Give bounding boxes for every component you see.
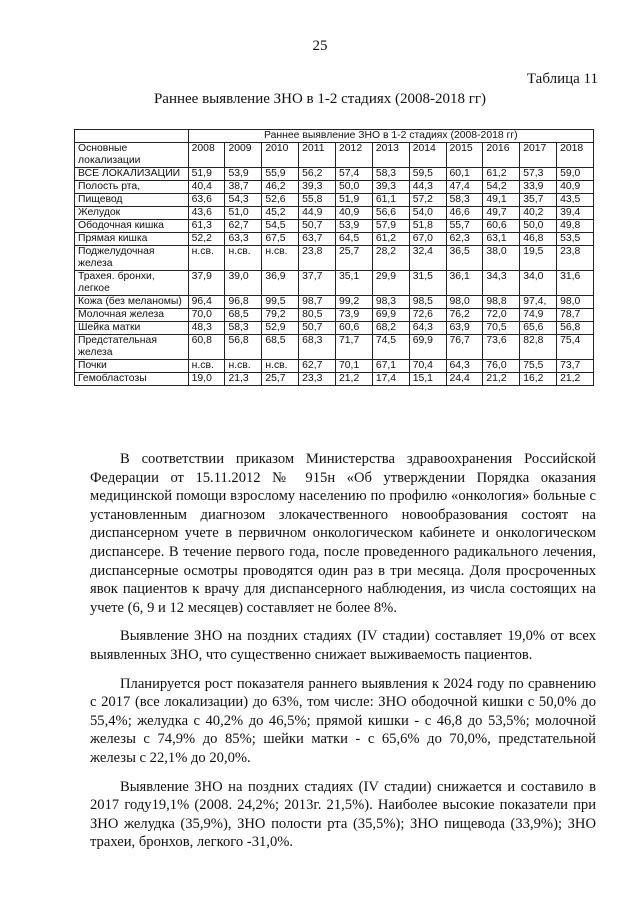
table-cell: 56,8 [557, 322, 594, 335]
table-cell: 57,4 [336, 168, 373, 181]
table-cell: н.св. [262, 360, 299, 373]
table-row [75, 168, 594, 181]
table-cell: 69,9 [409, 335, 446, 360]
table-row [75, 309, 594, 322]
row-label: Полость рта, [75, 181, 189, 194]
table-cell: 51,0 [225, 207, 262, 220]
table-cell: 32,4 [409, 246, 446, 271]
table-cell: 28,2 [372, 246, 409, 271]
table-row [75, 181, 594, 194]
table-cell: 68,3 [299, 335, 336, 360]
table-cell: 55,8 [299, 194, 336, 207]
table-cell: 40,9 [336, 207, 373, 220]
row-label: Желудок [75, 207, 189, 220]
table-cell: 57,3 [520, 168, 557, 181]
table-cell: 76,2 [446, 309, 483, 322]
table-cell: 61,2 [372, 233, 409, 246]
table-cell: 36,9 [262, 271, 299, 296]
table-cell: 80,5 [299, 309, 336, 322]
row-label: Прямая кишка [75, 233, 189, 246]
table-cell: 50,0 [336, 181, 373, 194]
document-title: Раннее выявление ЗНО в 1-2 стадиях (2008-2018 гг) [153, 91, 487, 107]
body-text [90, 450, 596, 862]
table-cell: 53,9 [225, 168, 262, 181]
table-cell: 52,6 [262, 194, 299, 207]
table-body [75, 168, 594, 386]
row-label: Шейка матки [75, 322, 189, 335]
year-header-2009: 2009 [225, 143, 262, 168]
table-cell: 21,2 [336, 373, 373, 386]
table-cell: 40,2 [520, 207, 557, 220]
table-cell: 63,7 [299, 233, 336, 246]
table-cell: 64,3 [446, 360, 483, 373]
table-cell: 59,0 [557, 168, 594, 181]
table-cell: 24,4 [446, 373, 483, 386]
year-header-2018: 2018 [557, 143, 594, 168]
table-cell: 73,6 [483, 335, 520, 360]
table-cell: 45,2 [262, 207, 299, 220]
table-cell: 51,9 [188, 168, 225, 181]
table-cell: 63,9 [446, 322, 483, 335]
table-cell: 23,8 [557, 246, 594, 271]
table-cell: 74,5 [372, 335, 409, 360]
early-detection-table [74, 129, 594, 386]
table-cell: 17,4 [372, 373, 409, 386]
row-label: Пищевод [75, 194, 189, 207]
table-cell: 29,9 [372, 271, 409, 296]
table-cell: 70,1 [336, 360, 373, 373]
table-cell: 51,9 [336, 194, 373, 207]
table-cell: 99,2 [336, 296, 373, 309]
table-cell: 47,4 [446, 181, 483, 194]
table-cell: 98,0 [557, 296, 594, 309]
table-cell: 62,3 [446, 233, 483, 246]
table-cell: 52,2 [188, 233, 225, 246]
table-cell: 67,1 [372, 360, 409, 373]
table-year-header-row [75, 143, 594, 168]
table-cell: 25,7 [262, 373, 299, 386]
table-cell: 74,9 [520, 309, 557, 322]
table-row [75, 322, 594, 335]
table-cell: 58,3 [446, 194, 483, 207]
paragraph: В соответствии приказом Министерства здравоохранения Российской Федерации от 15.11.2012 № 915н «Об утверждении Порядка оказания медицинской помощи взрослому населению по профилю «онкология» больные с установленным диагнозом злокачественного новообразования состоят на диспансерном учете в первичном онкологическом кабинете и онкологическом диспансере. В течение первого года, после проведенного радикального лечения, диспансерные осмотры проводятся один раз в три месяца. Доля просроченных явок пациентов к врачу для диспансерного наблюдения, из числа состоящих на учете (6, 9 и 12 месяцев) составляет не более 8%. [90, 451, 596, 616]
table-cell: 72,6 [409, 309, 446, 322]
table-cell: 73,9 [336, 309, 373, 322]
table-cell: 51,8 [409, 220, 446, 233]
table-cell: 75,4 [557, 335, 594, 360]
row-label: Гемобластозы [75, 373, 189, 386]
table-cell: 35,7 [520, 194, 557, 207]
year-header-2016: 2016 [483, 143, 520, 168]
year-header-2008: 2008 [188, 143, 225, 168]
table-cell: 71,7 [336, 335, 373, 360]
table-cell: 54,0 [409, 207, 446, 220]
table-cell: 38,0 [483, 246, 520, 271]
table-cell: 39,4 [557, 207, 594, 220]
year-header-2011: 2011 [299, 143, 336, 168]
table-row [75, 360, 594, 373]
table-cell: 75,5 [520, 360, 557, 373]
table-cell: 40,9 [557, 181, 594, 194]
table-cell: 46,8 [520, 233, 557, 246]
table-cell: 35,1 [336, 271, 373, 296]
table-cell: 60,1 [446, 168, 483, 181]
table-cell: 68,5 [262, 335, 299, 360]
table-cell: н.св. [262, 246, 299, 271]
table-cell: 34,0 [520, 271, 557, 296]
table-cell: 36,5 [446, 246, 483, 271]
table-row [75, 335, 594, 360]
table-cell: 58,3 [225, 322, 262, 335]
table-row [75, 207, 594, 220]
table-cell: 33,9 [520, 181, 557, 194]
table-cell: 23,3 [299, 373, 336, 386]
table-cell: н.св. [188, 246, 225, 271]
paragraph: Выявление ЗНО на поздних стадиях (IV стадии) составляет 19,0% от всех выявленных ЗНО, что существенно снижает выживаемость пациентов. [90, 628, 596, 663]
table-cell: 64,3 [409, 322, 446, 335]
row-label: Трахея. бронхи, легкое [75, 271, 189, 296]
table-cell: 70,4 [409, 360, 446, 373]
table-cell: 60,6 [336, 322, 373, 335]
table-cell: 63,1 [483, 233, 520, 246]
table-row [75, 296, 594, 309]
year-header-2012: 2012 [336, 143, 373, 168]
table-row [75, 233, 594, 246]
table-cell: 62,7 [299, 360, 336, 373]
table-cell: 43,6 [188, 207, 225, 220]
table-cell: 67,0 [409, 233, 446, 246]
year-header-2010: 2010 [262, 143, 299, 168]
table-cell: 46,6 [446, 207, 483, 220]
table-cell: 72,0 [483, 309, 520, 322]
table-cell: 70,5 [483, 322, 520, 335]
table-cell: 97,4, [520, 296, 557, 309]
table-cell: 21,3 [225, 373, 262, 386]
table-cell: 34,3 [483, 271, 520, 296]
table-cell: 21,2 [483, 373, 520, 386]
table-cell: 62,7 [225, 220, 262, 233]
table-cell: 44,9 [299, 207, 336, 220]
table-cell: 70,0 [188, 309, 225, 322]
row-label: Ободочная кишка [75, 220, 189, 233]
table-cell: 98,7 [299, 296, 336, 309]
table-cell: 61,3 [188, 220, 225, 233]
table-cell: 38,7 [225, 181, 262, 194]
table-cell: 56,6 [372, 207, 409, 220]
table-row [75, 246, 594, 271]
table-cell: 23,8 [299, 246, 336, 271]
table-cell: 57,9 [372, 220, 409, 233]
table-cell: 50,0 [520, 220, 557, 233]
table-cell: 53,9 [336, 220, 373, 233]
table-cell: 76,0 [483, 360, 520, 373]
table-cell: 98,5 [409, 296, 446, 309]
table-cell: 54,3 [225, 194, 262, 207]
table-cell: 56,8 [225, 335, 262, 360]
table-cell: 76,7 [446, 335, 483, 360]
row-label: Почки [75, 360, 189, 373]
table-cell: 21,2 [557, 373, 594, 386]
table-cell: 50,7 [299, 322, 336, 335]
table-cell: 31,5 [409, 271, 446, 296]
row-label: Молочная железа [75, 309, 189, 322]
table-group-header-row [75, 130, 594, 143]
table-cell: 31,6 [557, 271, 594, 296]
table-row [75, 373, 594, 386]
table-cell: 39,3 [299, 181, 336, 194]
row-label: ВСЕ ЛОКАЛИЗАЦИИ [75, 168, 189, 181]
table-cell: 25,7 [336, 246, 373, 271]
table-cell: 67,5 [262, 233, 299, 246]
table-row [75, 220, 594, 233]
table-cell: 15,1 [409, 373, 446, 386]
table-cell: 43,5 [557, 194, 594, 207]
table-cell: 49,8 [557, 220, 594, 233]
table-cell: 68,2 [372, 322, 409, 335]
table-cell: 82,8 [520, 335, 557, 360]
table-cell: 68,5 [225, 309, 262, 322]
row-label: Кожа (без меланомы) [75, 296, 189, 309]
table-cell: 96,4 [188, 296, 225, 309]
table-cell: 61,1 [372, 194, 409, 207]
table-cell: 19,5 [520, 246, 557, 271]
table-cell: 55,9 [262, 168, 299, 181]
table-cell: 60,8 [188, 335, 225, 360]
table-cell: 19,0 [188, 373, 225, 386]
table-cell: 64,5 [336, 233, 373, 246]
table-cell: 44,3 [409, 181, 446, 194]
table-label: Таблица 11 [526, 71, 598, 87]
table-cell: 73,7 [557, 360, 594, 373]
table-cell: 63,3 [225, 233, 262, 246]
table-cell: 16,2 [520, 373, 557, 386]
table-cell: 48,3 [188, 322, 225, 335]
table-cell: 57,2 [409, 194, 446, 207]
table-row [75, 271, 594, 296]
table-cell: 98,0 [446, 296, 483, 309]
page-number: 25 [312, 38, 328, 54]
table-cell: 37,7 [299, 271, 336, 296]
table-cell: н.св. [188, 360, 225, 373]
table-cell: 59,5 [409, 168, 446, 181]
table-cell: н.св. [225, 246, 262, 271]
table-cell: 54,5 [262, 220, 299, 233]
table-blank-corner [75, 130, 189, 143]
table-cell: 40,4 [188, 181, 225, 194]
table-cell: 60,6 [483, 220, 520, 233]
table-cell: 78,7 [557, 309, 594, 322]
table-cell: 36,1 [446, 271, 483, 296]
table-cell: 46,2 [262, 181, 299, 194]
table-cell: 37,9 [188, 271, 225, 296]
year-header-2013: 2013 [372, 143, 409, 168]
row-label: Поджелудочная железа [75, 246, 189, 271]
table-cell: 49,7 [483, 207, 520, 220]
year-header-2015: 2015 [446, 143, 483, 168]
table-cell: 55,7 [446, 220, 483, 233]
table-cell: 56,2 [299, 168, 336, 181]
table-group-header: Раннее выявление ЗНО в 1-2 стадиях (2008-2018 гг) [188, 130, 593, 143]
paragraph: Выявление ЗНО на поздних стадиях (IV стадии) снижается и составило в 2017 году19,1% (2008. 24,2%; 2013г. 21,5%). Наиболее высокие показатели при ЗНО желудка (35,9%), ЗНО полости рта (35,5%); ЗНО пищевода (33,9%); ЗНО трахеи, бронхов, легкого -31,0%. [90, 778, 596, 851]
table-cell: 58,3 [372, 168, 409, 181]
table-cell: 63,6 [188, 194, 225, 207]
table-cell: н.св. [225, 360, 262, 373]
year-header-2017: 2017 [520, 143, 557, 168]
table-cell: 69,9 [372, 309, 409, 322]
table-corner-header: Основные локализации [75, 143, 189, 168]
table-cell: 99,5 [262, 296, 299, 309]
table-cell: 65,6 [520, 322, 557, 335]
table-cell: 79,2 [262, 309, 299, 322]
table-cell: 98,3 [372, 296, 409, 309]
table-cell: 98,8 [483, 296, 520, 309]
table-cell: 96,8 [225, 296, 262, 309]
table-cell: 49,1 [483, 194, 520, 207]
table-cell: 61,2 [483, 168, 520, 181]
table-cell: 50,7 [299, 220, 336, 233]
table-cell: 52,9 [262, 322, 299, 335]
table-cell: 53,5 [557, 233, 594, 246]
paragraph: Планируется рост показателя раннего выявления к 2024 году по сравнению с 2017 (все локализации) до 63%, том числе: ЗНО ободочной кишки с 50,0% до 55,4%; желудка с 40,2% до 46,5%; прямой кишки - с 46,8 до 53,5%; молочной железы с 74,9% до 85%; шейки матки - с 65,6% до 70,0%, предстательной железы с 22,1% до 20,0%. [90, 675, 596, 766]
row-label: Предстательная железа [75, 335, 189, 360]
table-cell: 54,2 [483, 181, 520, 194]
table-cell: 39,3 [372, 181, 409, 194]
year-header-2014: 2014 [409, 143, 446, 168]
table-row [75, 194, 594, 207]
table-cell: 39,0 [225, 271, 262, 296]
